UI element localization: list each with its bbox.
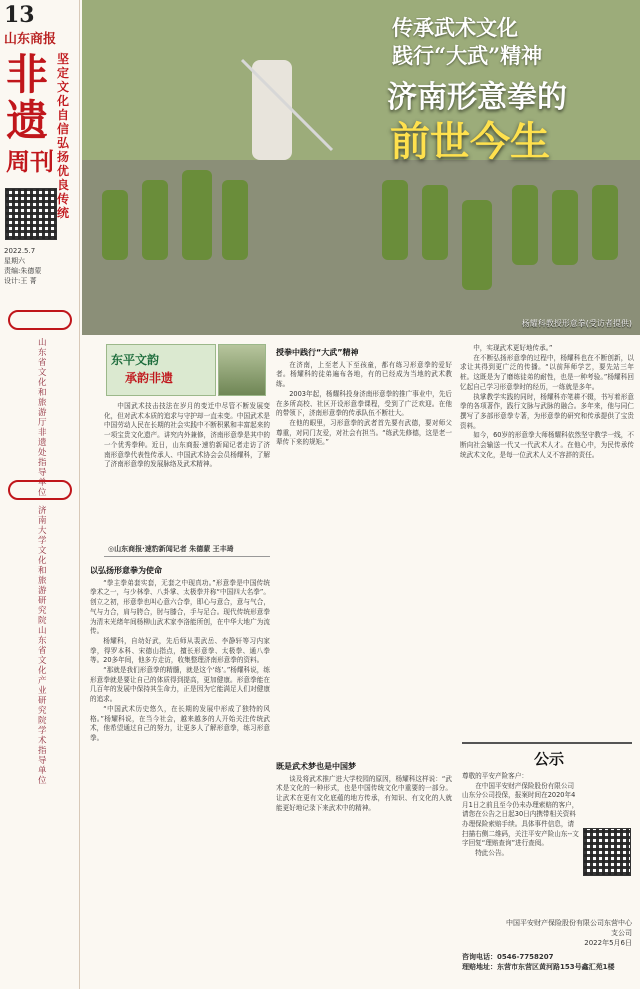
cloud-ornament-icon [8, 480, 72, 500]
page-number: 13 [4, 2, 35, 28]
notice-contact [462, 952, 632, 972]
paragraph: 杨耀科，自幼好武，先后师从裴武岳、李静轩等习内家拳，得罗本科、宋德山指点，擅长形意拳、太极拳、通八拳等。20多年间，他多方走访，收集整理济南形意拳的资料。 [90, 636, 270, 665]
headline-line-2: 践行“大武”精神 [392, 43, 543, 68]
hero-photo [82, 0, 640, 335]
notice-address: 理赔地址：东营市东营区黄河路153号鑫汇苑1楼 [462, 963, 615, 971]
guide-units [4, 310, 76, 786]
slogan: 坚定文化自信 弘扬优良传统 [57, 52, 70, 220]
article-intro [104, 402, 270, 470]
guide-unit-1: 山东省文化和旅游厅非遗处 指导单位 [38, 338, 47, 498]
paragraph: 2003年起，杨耀科投身济南形意拳的推广事业中，先后在多所高校、社区开设形意拳课程，受到了广泛欢迎。在他的带领下，济南形意拳的传承队伍不断壮大。 [276, 389, 452, 418]
notice-phone: 咨询电话：0546-7758207 [462, 953, 554, 961]
editor: 责编:朱德蒙 [4, 267, 42, 275]
notice-title: 公示 [534, 750, 565, 768]
section-suffix: 周刊 [6, 147, 54, 176]
issue-date: 2022.5.7 [4, 247, 36, 255]
intro-paragraph: 中国武术技击技法在岁月的变迁中尽管不断发展变化，但对武术本质的追求与守护却一直未变。中国武术是中国劳动人民在长期的社会实践中不断积累和丰富起来的一项宝贵文化遗产。讲究内外兼修，济南形意拳是其中的一个优秀拳种。近日，山东商报·速豹新闻记者走访了济南形意拳代表性传承人、中国武术协会会员杨耀科，了解了济南形意拳的发展脉络及武术精神。 [104, 402, 270, 469]
notice-greeting: 尊敬的平安产险客户： [462, 772, 528, 780]
spacer [276, 448, 452, 758]
section-title: 非遗 [6, 50, 49, 145]
paragraph: 在他的眼里，习形意拳的武者首先要有武德，要对师父尊重，对同门友爱，对社会有担当。“练武先修德，这是老一辈传下来的规矩。” [276, 418, 452, 447]
article-column-2 [276, 344, 452, 984]
subhead-2: 授拳中践行“大武”精神 [276, 348, 359, 357]
paper-name: 山东商报 [4, 32, 57, 47]
cloud-ornament-icon [8, 310, 72, 330]
issue-meta [4, 246, 56, 286]
guide-unit-2: 济南大学文化和旅游研究院 山东省文化产业研究院 学术指导单位 [38, 506, 47, 786]
notice-top-rule [462, 742, 632, 744]
headline-line-4: 前世今生 [390, 118, 550, 165]
sidebar [0, 0, 80, 989]
paragraph: 执掌教学实践的同时，杨耀科亦笔耕不辍，书写着形意拳的各项著作，践行文脉与武脉的融合。多年来，他与同仁撰写了多部形意拳专著，为形意拳的研究和传承提供了宝贵资料。 [460, 392, 634, 430]
qr-code-icon[interactable] [5, 188, 57, 240]
issue-weekday: 星期六 [4, 257, 25, 265]
paragraph: “那就是我们形意拳的精髓，就是这个‘练’。”杨耀科说，练形意拳就是要让自己的体质得到提高，更加健康。形意拳能在几百年的发展中保持其生命力，正是因为它能满足人们对健康的追求。 [90, 666, 270, 704]
notice-company: 中国平安财产保险股份有限公司东营中心支公司 [506, 919, 632, 937]
paragraph: 如今，60岁的形意拳大师杨耀科依然坚守教学一线，不断向社会输送一代又一代武术人才。在他心中，为民传承传统武术文化，是每一位武术人义不容辞的责任。 [460, 431, 634, 459]
photo-caption: 杨耀科教授形意拳(受访者提供) [521, 319, 632, 328]
article-column-3 [460, 344, 634, 739]
notice-date: 2022年5月6日 [584, 939, 632, 947]
notice-signature [500, 918, 632, 948]
paragraph: “拳主拳弟套实套，无套之中现真功。”形意拳是中国传统拳术之一，与少林拳、八卦掌、太极拳并称“中国四大名拳”。创立之初，形意拳也叫心意六合拳，即心与意合，意与气合，气与力合，肩与胯合，肘与膝合，手与足合。现代传统形意拳为清末光绪年间杨柳山武术家李洛能所创，在中华大地广为流传。 [90, 578, 270, 636]
article-column-1 [90, 562, 270, 982]
inset-photo [218, 344, 266, 396]
column-logo-label-2: 承韵非遗 [125, 371, 174, 385]
paragraph: 中，实现武术更好地传承。” [473, 344, 553, 352]
column-logo-label-1: 东平文韵 [111, 353, 160, 367]
paragraph: 在济南，上至老人下至孩童，都有练习形意拳的爱好者。杨耀科的徒弟遍布各地，有的已经成为当地的武术教练。 [276, 360, 452, 389]
paragraph: 谈及将武术推广进大学校园的原因，杨耀科这样说：“武术是文化的一种形式，也是中国传统文化中重要的一部分。让武术在更有文化底蕴的地方传承，有知识、有文化的人就能更好地记录下来武术中的精神。 [276, 774, 452, 812]
subhead-1: 以弘扬形意拳为使命 [90, 566, 162, 575]
divider [104, 556, 270, 557]
paragraph: 在不断弘扬形意拳的过程中，杨耀科也在不断创新，以求让其得到更广泛的传播。“以前拜师学艺，要先站三年桩。这既是为了磨练徒弟的耐性，也是一种考验。”杨耀科回忆起自己学习形意拳时的经历，一练就是多年。 [460, 353, 634, 391]
paragraph: “中国武术历史悠久，在长期的发展中形成了独特的风格。”杨耀科说，在当今社会，越来越多的人开始关注传统武术，他希望通过自己的努力，让更多人了解形意拳，练习形意拳。 [90, 704, 270, 742]
notice-text: 在中国平安财产保险股份有限公司山东分公司投保，报案时间在2020年4月1日之前且至今仍未办理索赔的客户，请您在公告之日起30日内携带相关资料办理保险索赔手续。具体事件信息，请扫描右侧二维码，关注平安产险山东--文字回复“理赔查询”进行查阅。 [462, 781, 579, 848]
designer: 设计:王 菁 [4, 277, 37, 285]
notice-thanks: 特此公告。 [475, 848, 509, 857]
headline-line-3: 济南形意拳的 [387, 80, 567, 115]
headline-line-1: 传承武术文化 [392, 15, 518, 40]
byline: ◎山东商报·速豹新闻记者 朱德蒙 王丰琦 [108, 545, 234, 553]
column-logo [106, 344, 216, 396]
martial-arts-group-image [82, 0, 640, 335]
subhead-3: 既是武术梦也是中国梦 [276, 762, 356, 772]
qr-code-icon[interactable] [583, 828, 631, 876]
